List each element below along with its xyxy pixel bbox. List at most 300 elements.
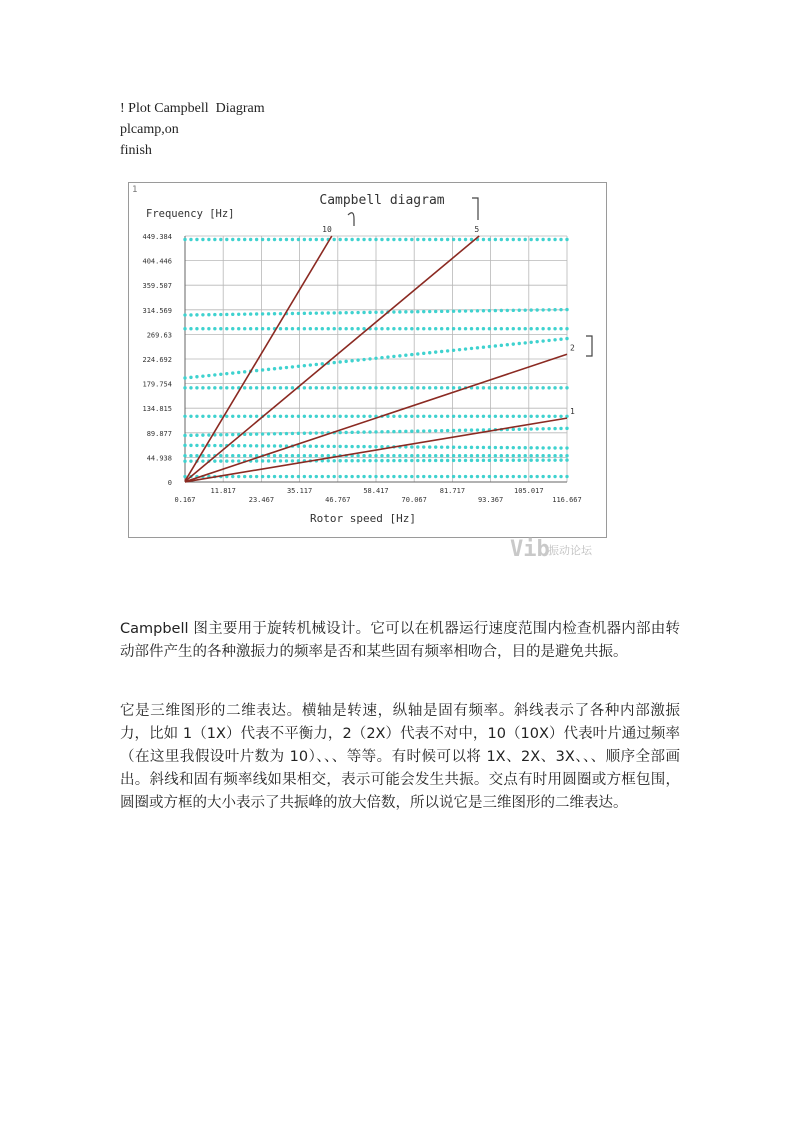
mode-point [183,459,186,462]
mode-point [464,459,467,462]
mode-point [362,311,365,314]
excitation-label-2: 2 [570,343,575,353]
mode-point [422,415,425,418]
mode-point [553,386,556,389]
mode-point [410,459,413,462]
mode-point [195,386,198,389]
mode-point [195,313,198,316]
mode-point [315,363,318,366]
x-tick-label: 58.417 [363,487,389,495]
mode-point [529,446,532,449]
mode-point [524,459,527,462]
mode-point [482,386,485,389]
mode-point [255,444,258,447]
mode-point [404,354,407,357]
mode-point [470,446,473,449]
mode-point [374,454,377,457]
mode-point [506,415,509,418]
mode-point [518,327,521,330]
mode-point [416,327,419,330]
mode-point [506,459,509,462]
mode-point [237,475,240,478]
mode-point [494,415,497,418]
mode-point [518,238,521,241]
mode-point [535,340,538,343]
mode-point [404,310,407,313]
mode-point [267,368,270,371]
mode-point [201,313,204,316]
mode-point [380,454,383,457]
mode-point [422,310,425,313]
mode-point [541,454,544,457]
mode-point [470,327,473,330]
mode-point [547,446,550,449]
mode-point [494,309,497,312]
mode-point [458,309,461,312]
mode-point [476,459,479,462]
mode-point [368,238,371,241]
y-tick-label: 89.877 [146,429,172,438]
mode-point [303,454,306,457]
paragraph-intro: Campbell 图主要用于旋转机械设计。它可以在机器运行速度范围内检查机器内部由转动部件产生的各种激振力的频率是否和某些固有频率相吻合，目的是避免共振。 [120,621,680,660]
mode-point [237,454,240,457]
mode-point [261,368,264,371]
mode-point [231,444,234,447]
mode-point [452,429,455,432]
mode-point [410,454,413,457]
mode-point [327,475,330,478]
mode-point [512,475,515,478]
mode-point [219,459,222,462]
mode-point [297,327,300,330]
mode-point [273,386,276,389]
mode-point [470,347,473,350]
mode-point [315,386,318,389]
mode-point [428,429,431,432]
mode-point [529,341,532,344]
mode-point [201,415,204,418]
mode-point [213,386,216,389]
mode-point [291,432,294,435]
mode-point [535,327,538,330]
mode-point [380,430,383,433]
mode-point [559,475,562,478]
mode-point [482,459,485,462]
mode-point [315,454,318,457]
mode-point [344,238,347,241]
mode-point [237,327,240,330]
mode-point [189,376,192,379]
mode-point [428,238,431,241]
mode-point [398,475,401,478]
mode-point [183,238,186,241]
mode-point [428,445,431,448]
mode-point [392,355,395,358]
mode-point [541,339,544,342]
mode-point [231,371,234,374]
mode-point [440,386,443,389]
mode-point [315,475,318,478]
mode-point [506,454,509,457]
mode-point [249,433,252,436]
mode-point [416,238,419,241]
mode-point [350,311,353,314]
mode-point [267,432,270,435]
mode-point [189,415,192,418]
mode-point [261,475,264,478]
mode-point [386,454,389,457]
mode-point [303,364,306,367]
mode-point [434,429,437,432]
mode-point [392,386,395,389]
x-tick-label: 93.367 [477,496,504,504]
mode-point [428,327,431,330]
mode-point [476,386,479,389]
mode-point [476,446,479,449]
mode-point [350,359,353,362]
y-tick-label: 269.63 [146,331,172,340]
y-tick-label: 0 [167,479,172,487]
vib-logo-icon [510,537,550,562]
mode-point [279,366,282,369]
mode-point [440,454,443,457]
mode-point [356,386,359,389]
mode-point [315,431,318,434]
mode-point [344,431,347,434]
mode-point [488,345,491,348]
y-tick-label: 314.569 [142,306,172,315]
mode-point [464,327,467,330]
mode-point [524,454,527,457]
mode-point [398,238,401,241]
mode-point [398,327,401,330]
mode-point [553,454,556,457]
mode-point [309,327,312,330]
x-tick-label: 23.467 [248,496,275,504]
mode-point [464,238,467,241]
mode-point [392,327,395,330]
mode-point [464,446,467,449]
mode-point [524,386,527,389]
mode-point [482,446,485,449]
mode-point [410,310,413,313]
mode-point [219,454,222,457]
mode-point [231,386,234,389]
mode-point [476,327,479,330]
mode-point [207,454,210,457]
mode-point [368,311,371,314]
x-tick-label: 70.067 [401,496,427,504]
mode-point [333,475,336,478]
mode-point [547,339,550,342]
mode-point [267,238,270,241]
mode-point [458,475,461,478]
mode-point [416,429,419,432]
mode-point [309,386,312,389]
mode-point [261,386,264,389]
mode-point [195,444,198,447]
mode-point [446,415,449,418]
mode-point [565,238,568,241]
mode-point [350,431,353,434]
mode-point [541,446,544,449]
mode-point [291,386,294,389]
mode-point [350,445,353,448]
mode-point [225,327,228,330]
mode-point [404,459,407,462]
mode-point [565,475,568,478]
mode-point [356,459,359,462]
mode-point [285,386,288,389]
mode-point [398,354,401,357]
mode-point [422,352,425,355]
bracket-icon [348,198,592,356]
mode-point [362,475,365,478]
mode-point [279,432,282,435]
mode-point [213,373,216,376]
mode-point [273,432,276,435]
mode-point [506,446,509,449]
mode-point [512,238,515,241]
mode-point [446,429,449,432]
mode-point [565,337,568,340]
code-line-comment: ! Plot Campbell Diagram [120,101,265,116]
mode-point [261,327,264,330]
mode-point [398,459,401,462]
mode-point [410,386,413,389]
mode-point [362,459,365,462]
y-axis-label: Frequency [Hz] [146,208,235,220]
mode-point [309,431,312,434]
mode-point [416,454,419,457]
mode-point [189,459,192,462]
x-tick-label: 105.017 [514,487,544,495]
mode-point [249,475,252,478]
mode-point [518,309,521,312]
mode-point [183,376,186,379]
tick-layer [142,233,581,504]
mode-point [273,444,276,447]
mode-point [440,459,443,462]
mode-point [470,415,473,418]
mode-point [219,327,222,330]
mode-point [243,475,246,478]
y-tick-label: 359.507 [142,282,172,291]
mode-point [213,327,216,330]
mode-point [183,327,186,330]
mode-point [231,327,234,330]
mode-point [338,475,341,478]
mode-point [547,427,550,430]
mode-point [309,454,312,457]
mode-point [237,371,240,374]
mode-point [279,415,282,418]
mode-point [237,444,240,447]
mode-point [356,445,359,448]
mode-point [237,415,240,418]
mode-point [338,431,341,434]
mode-point [404,475,407,478]
mode-point [500,459,503,462]
mode-point [559,458,562,461]
mode-point [512,415,515,418]
mode-point [476,346,479,349]
mode-point [333,415,336,418]
mode-point [464,475,467,478]
mode-point [225,386,228,389]
code-line-plcamp: plcamp,on [120,122,179,137]
mode-point [488,415,491,418]
mode-point [416,352,419,355]
mode-point [338,445,341,448]
mode-point [255,459,258,462]
mode-point [189,454,192,457]
mode-point [386,327,389,330]
mode-point [392,238,395,241]
mode-point [255,312,258,315]
mode-point [422,454,425,457]
mode-point [482,475,485,478]
mode-point [231,475,234,478]
mode-point [452,386,455,389]
mode-point [338,327,341,330]
mode-point [327,311,330,314]
mode-point [541,327,544,330]
mode-point [506,386,509,389]
mode-point [553,475,556,478]
mode-point [500,309,503,312]
mode-point [529,475,532,478]
mode-point [541,308,544,311]
mode-point [398,415,401,418]
mode-point [279,475,282,478]
mode-point [416,459,419,462]
mode-point [321,311,324,314]
mode-point [189,238,192,241]
mode-point [315,238,318,241]
mode-point [321,415,324,418]
mode-point [374,311,377,314]
mode-point [428,386,431,389]
mode-point [392,430,395,433]
mode-point [541,427,544,430]
chart-title: Campbell diagram [319,193,445,208]
mode-point [279,327,282,330]
mode-point [392,459,395,462]
mode-point [446,475,449,478]
mode-point [195,327,198,330]
mode-point [219,415,222,418]
mode-point [267,386,270,389]
mode-point [207,327,210,330]
mode-point [213,238,216,241]
mode-point [189,386,192,389]
mode-point [434,327,437,330]
mode-point [309,445,312,448]
mode-point [291,415,294,418]
y-tick-label: 179.754 [142,380,172,389]
mode-point [243,238,246,241]
mode-point [386,355,389,358]
mode-point [398,386,401,389]
mode-point [279,454,282,457]
mode-point [458,348,461,351]
mode-point [380,238,383,241]
mode-point [255,386,258,389]
mode-point [452,415,455,418]
mode-point [201,386,204,389]
mode-point [512,446,515,449]
mode-point [482,345,485,348]
mode-point [195,434,198,437]
mode-point [458,327,461,330]
mode-point [207,386,210,389]
mode-point [559,238,562,241]
mode-point [386,475,389,478]
mode-point [506,343,509,346]
mode-point [327,445,330,448]
mode-point [374,386,377,389]
mode-point [255,327,258,330]
mode-point [524,427,527,430]
mode-point [279,386,282,389]
mode-point [512,459,515,462]
mode-point [267,312,270,315]
mode-point [207,433,210,436]
mode-point [380,356,383,359]
mode-point [321,445,324,448]
mode-point [494,344,497,347]
x-tick-label: 81.717 [439,487,466,495]
mode-point [362,238,365,241]
mode-point [297,312,300,315]
mode-point [231,313,234,316]
mode-point [416,310,419,313]
x-tick-label: 11.817 [210,487,236,495]
mode-point [374,327,377,330]
mode-point [440,238,443,241]
mode-point [440,445,443,448]
mode-point [494,327,497,330]
mode-point [488,386,491,389]
mode-point [565,458,568,461]
mode-point [488,327,491,330]
mode-point [297,454,300,457]
mode-point [315,415,318,418]
mode-point [309,415,312,418]
mode-point [350,415,353,418]
mode-point [410,327,413,330]
excitation-label-10: 10 [322,225,332,234]
mode-point [213,459,216,462]
mode-point [291,475,294,478]
mode-point [488,238,491,241]
mode-point [225,454,228,457]
mode-point [434,454,437,457]
mode-point [333,459,336,462]
x-tick-label: 116.667 [552,496,582,504]
mode-point [362,445,365,448]
mode-point [518,475,521,478]
mode-point [494,459,497,462]
mode-point [434,459,437,462]
mode-point [559,386,562,389]
mode-point [195,415,198,418]
mode-point [350,238,353,241]
mode-point [255,475,258,478]
mode-point [410,445,413,448]
mode-point [183,415,186,418]
